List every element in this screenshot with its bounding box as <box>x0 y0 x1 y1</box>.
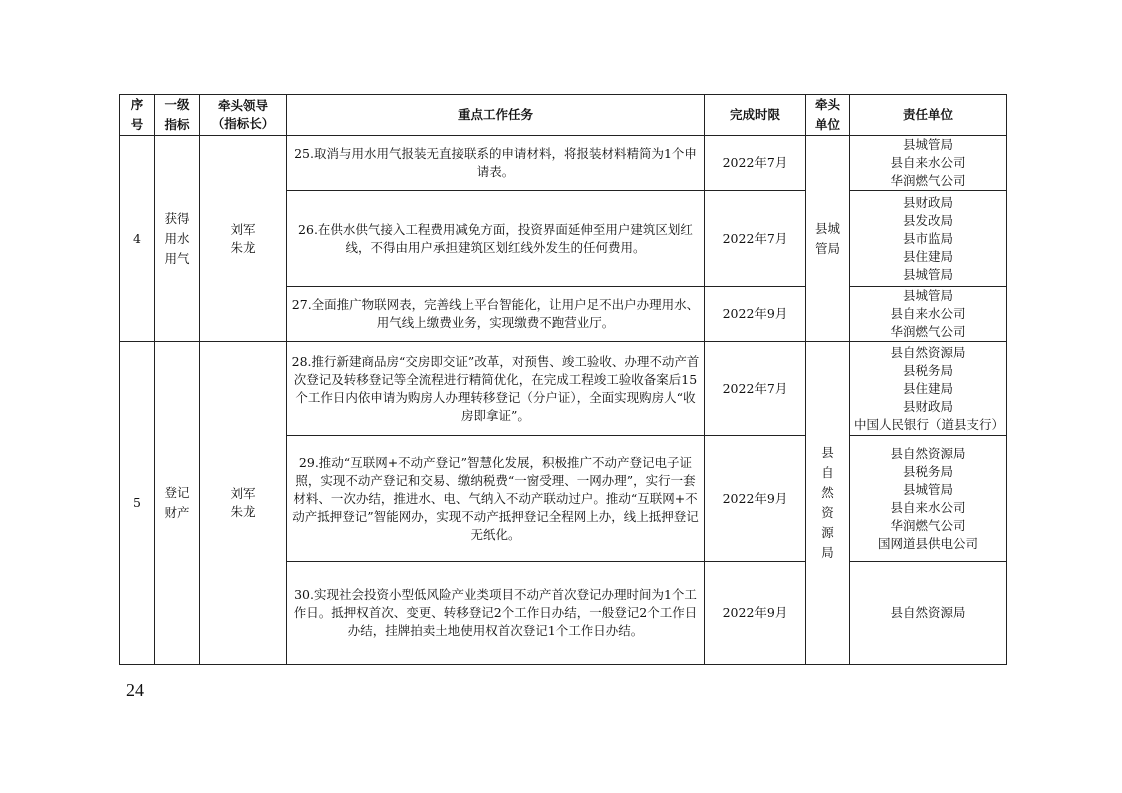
task-table <box>119 94 1007 665</box>
units-cell: 县自然资源局 县税务局 县城管局 县自来水公司 华润燃气公司 国网道县供电公司 <box>850 436 1007 562</box>
header-seq: 序号 <box>120 95 155 136</box>
deadline-cell: 2022年9月 <box>705 436 806 562</box>
header-task: 重点工作任务 <box>287 95 705 136</box>
task-cell: 25.取消与用水用气报装无直接联系的申请材料，将报装材料精简为1个申请表。 <box>287 136 705 191</box>
header-row <box>120 95 1007 136</box>
group-indicator: 登记财产 <box>155 342 200 665</box>
group-leaders: 刘军 朱龙 <box>200 136 287 342</box>
header-resp-units: 责任单位 <box>850 95 1007 136</box>
group-seq: 4 <box>120 136 155 342</box>
units-cell: 县自然资源局 <box>850 562 1007 665</box>
header-indicator: 一级指标 <box>155 95 200 136</box>
table-row <box>120 342 1007 436</box>
group-lead-unit: 县自然资源局 <box>806 342 850 665</box>
units-cell: 县城管局 县自来水公司 华润燃气公司 <box>850 136 1007 191</box>
deadline-cell: 2022年7月 <box>705 136 806 191</box>
task-cell: 30.实现社会投资小型低风险产业类项目不动产首次登记办理时间为1个工作日。抵押权首次、变更、转移登记2个工作日办结，一般登记2个工作日办结，挂牌拍卖土地使用权首次登记1个工作日办结。 <box>287 562 705 665</box>
units-cell: 县财政局 县发改局 县市监局 县住建局 县城管局 <box>850 191 1007 287</box>
group-indicator: 获得用水用气 <box>155 136 200 342</box>
deadline-cell: 2022年7月 <box>705 191 806 287</box>
deadline-cell: 2022年9月 <box>705 562 806 665</box>
group-leaders: 刘军 朱龙 <box>200 342 287 665</box>
deadline-cell: 2022年9月 <box>705 287 806 342</box>
group-seq: 5 <box>120 342 155 665</box>
task-cell: 27.全面推广物联网表，完善线上平台智能化，让用户足不出户办理用水、用气线上缴费业务，实现缴费不跑营业厅。 <box>287 287 705 342</box>
task-cell: 28.推行新建商品房“交房即交证”改革，对预售、竣工验收、办理不动产首次登记及转移登记等全流程进行精简优化，在完成工程竣工验收备案后15个工作日内依申请为购房人办理转移登记（分户证），全面实现购房人“收房即拿证”。 <box>287 342 705 436</box>
deadline-cell: 2022年7月 <box>705 342 806 436</box>
units-cell: 县城管局 县自来水公司 华润燃气公司 <box>850 287 1007 342</box>
task-cell: 29.推动“互联网+不动产登记”智慧化发展，积极推广不动产登记电子证照，实现不动产登记和交易、缴纳税费“一窗受理、一网办理”，实行一套材料、一次办结，推进水、电、气纳入不动产联动过户。推动“互联网+不动产抵押登记”智能网办，实现不动产抵押登记全程网上办，线上抵押登记无纸化。 <box>287 436 705 562</box>
header-lead-unit: 牵头单位 <box>806 95 850 136</box>
task-cell: 26.在供水供气接入工程费用减免方面，投资界面延伸至用户建筑区划红线，不得由用户承担建筑区划红线外发生的任何费用。 <box>287 191 705 287</box>
header-leader: 牵头领导 （指标长） <box>200 95 287 136</box>
header-deadline: 完成时限 <box>705 95 806 136</box>
units-cell: 县自然资源局 县税务局 县住建局 县财政局 中国人民银行（道县支行） <box>850 342 1007 436</box>
group-lead-unit: 县城管局 <box>806 136 850 342</box>
table-row <box>120 136 1007 191</box>
page-number: 24 <box>126 680 144 700</box>
